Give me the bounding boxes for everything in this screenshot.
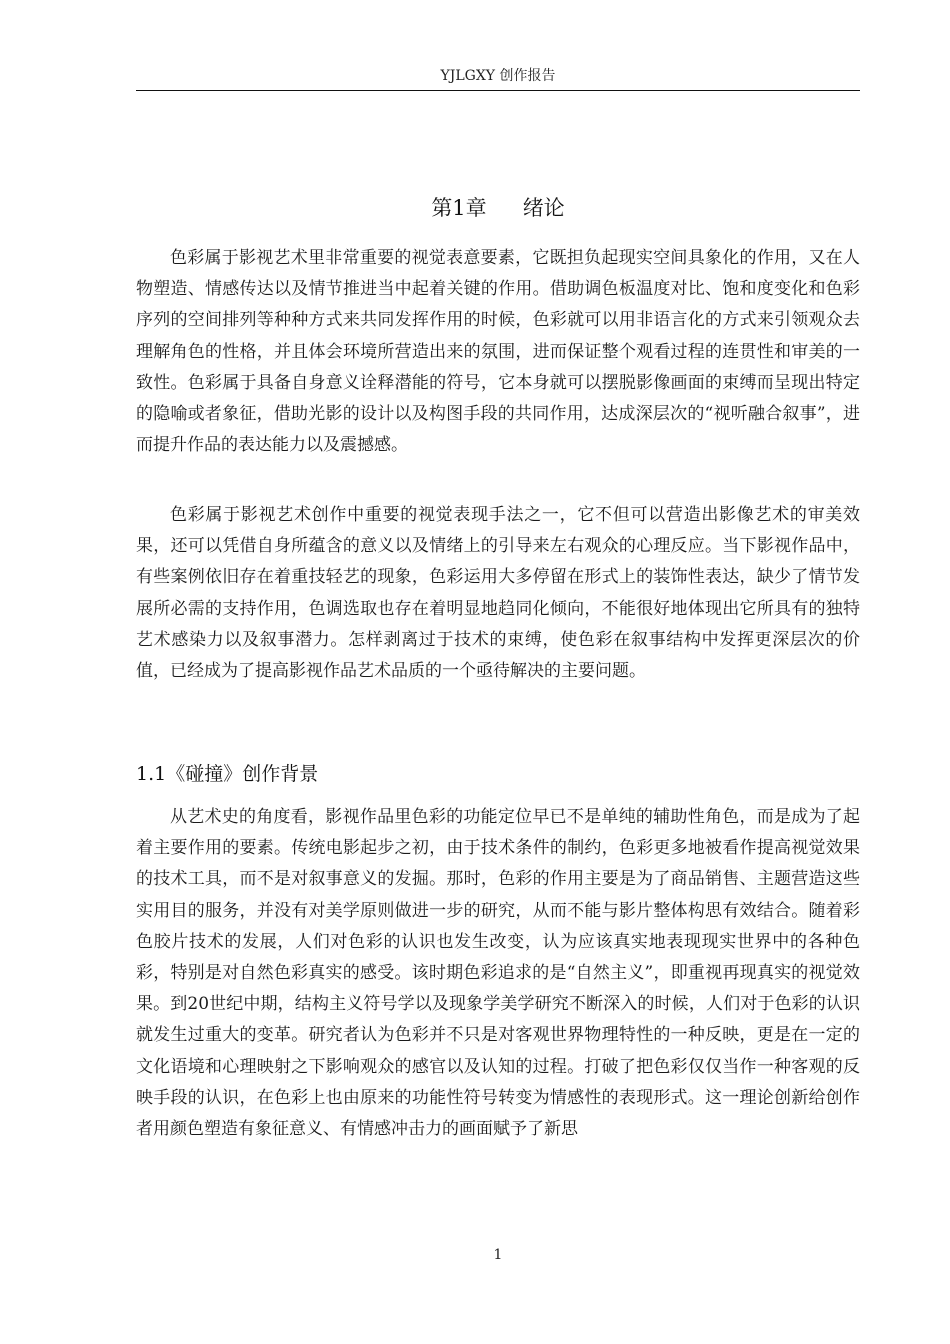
section-heading: 1.1《碰撞》创作背景 xyxy=(136,763,319,785)
chapter-title xyxy=(136,192,860,224)
running-header: YJLGXY 创作报告 xyxy=(440,68,556,84)
body-paragraph-2: 色彩属于影视艺术创作中重要的视觉表现手法之一，它不但可以营造出影像艺术的审美效果，还可以凭借自身所蕴含的意义以及情绪上的引导来左右观众的心理反应。当下影视作品中，有些案例依旧存在着重技轻艺的现象，色彩运用大多停留在形式上的装饰性表达，缺少了情节发展所必需的支持作用，色调选取也存在着明显地趋同化倾向，不能很好地体现出它所具有的独特艺术感染力以及叙事潜力。怎样剥离过于技术的束缚，使色彩在叙事结构中发挥更深层次的价值，已经成为了提高影视作品艺术品质的一个亟待解决的主要问题。 xyxy=(136,505,860,682)
section-paragraph: 从艺术史的角度看，影视作品里色彩的功能定位早已不是单纯的辅助性角色，而是成为了起着主要作用的要素。传统电影起步之初，由于技术条件的制约，色彩更多地被看作提高视觉效果的技术工具，而不是对叙事意义的发掘。那时，色彩的作用主要是为了商品销售、主题营造这些实用目的服务，并没有对美学原则做进一步的研究，从而不能与影片整体构思有效结合。随着彩色胶片技术的发展，人们对色彩的认识也发生改变，认为应该真实地表现现实世界中的各种色彩，特别是对自然色彩真实的感受。该时期色彩追求的是“自然主义”，即重视再现真实的视觉效果。到20世纪中期，结构主义符号学以及现象学美学研究不断深入的时候，人们对于色彩的认识就发生过重大的变革。研究者认为色彩并不只是对客观世界物理特性的一种反映，更是在一定的文化语境和心理映射之下影响观众的感官以及认知的过程。打破了把色彩仅仅当作一种客观的反映手段的认识，在色彩上也由原来的功能性符号转变为情感性的表现形式。这一理论创新给创作者用颜色塑造有象征意义、有情感冲击力的画面赋予了新思 xyxy=(136,807,860,1140)
chapter-number: 第1章 xyxy=(431,196,487,221)
chapter-name: 绪论 xyxy=(522,196,565,221)
body-paragraph-1: 色彩属于影视艺术里非常重要的视觉表意要素，它既担负起现实空间具象化的作用，又在人物塑造、情感传达以及情节推进当中起着关键的作用。借助调色板温度对比、饱和度变化和色彩序列的空间排列等种种方式来共同发挥作用的时候，色彩就可以用非语言化的方式来引领观众去理解角色的性格，并且体会环境所营造出来的氛围，进而保证整个观看过程的连贯性和审美的一致性。色彩属于具备自身意义诠释潜能的符号，它本身就可以摆脱影像画面的束缚而呈现出特定的隐喻或者象征，借助光影的设计以及构图手段的共同作用，达成深层次的“视听融合叙事”，进而提升作品的表达能力以及震撼感。 xyxy=(136,248,860,456)
header-rule xyxy=(136,90,860,91)
page-number: 1 xyxy=(493,1247,503,1263)
